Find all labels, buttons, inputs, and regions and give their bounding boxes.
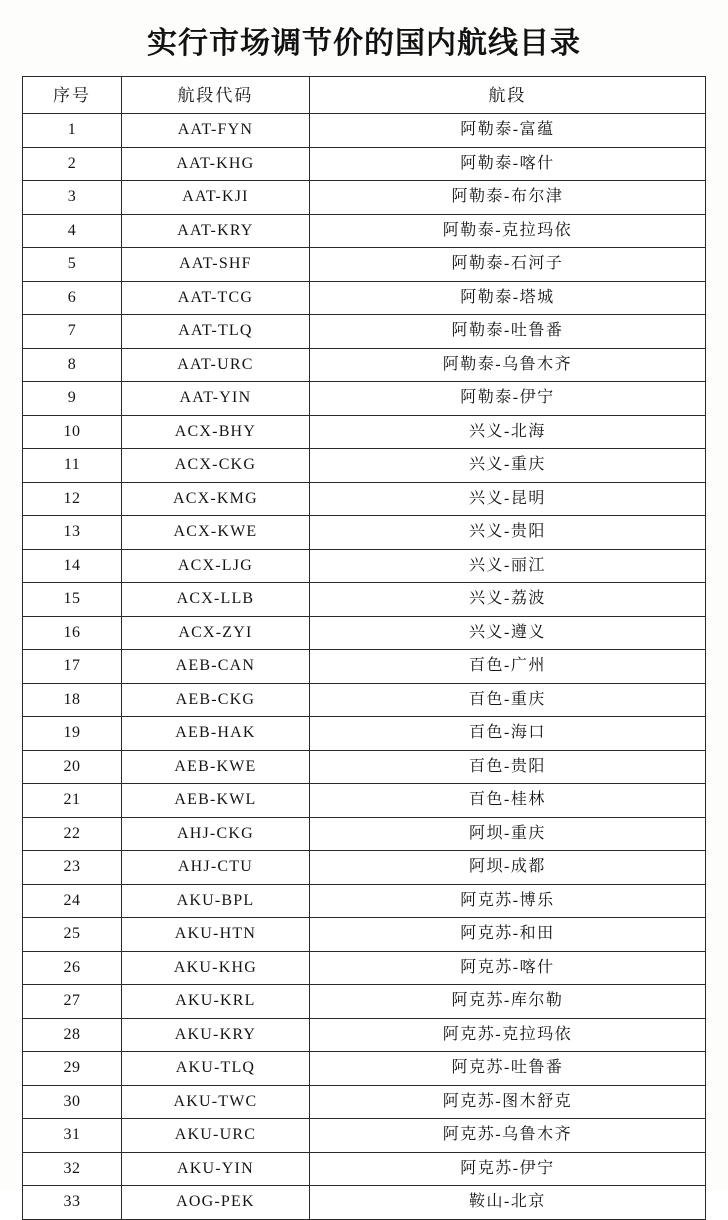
table-row [23, 784, 706, 818]
table-row [23, 985, 706, 1019]
cell-index: 6 [23, 281, 122, 315]
table-row [23, 750, 706, 784]
page-title: 实行市场调节价的国内航线目录 [147, 27, 581, 60]
cell-segment-code: ACX-LJG [122, 549, 310, 583]
cell-index: 4 [23, 214, 122, 248]
cell-index: 17 [23, 650, 122, 684]
cell-index: 30 [23, 1085, 122, 1119]
cell-segment-code: ACX-BHY [122, 415, 310, 449]
cell-index: 7 [23, 315, 122, 349]
cell-index: 1 [23, 114, 122, 148]
cell-segment: 兴义-重庆 [309, 449, 705, 483]
cell-segment-code: AEB-CAN [122, 650, 310, 684]
cell-segment: 阿勒泰-吐鲁番 [309, 315, 705, 349]
cell-index: 16 [23, 616, 122, 650]
table-row [23, 214, 706, 248]
cell-index: 21 [23, 784, 122, 818]
table-row [23, 281, 706, 315]
cell-segment-code: AKU-URC [122, 1119, 310, 1153]
cell-segment: 阿勒泰-富蕴 [309, 114, 705, 148]
cell-segment: 兴义-贵阳 [309, 516, 705, 550]
cell-segment-code: ACX-KMG [122, 482, 310, 516]
cell-segment-code: AHJ-CKG [122, 817, 310, 851]
cell-segment: 阿克苏-和田 [309, 918, 705, 952]
cell-segment-code: AAT-YIN [122, 382, 310, 416]
cell-segment-code: AEB-HAK [122, 717, 310, 751]
cell-segment: 阿克苏-博乐 [309, 884, 705, 918]
cell-segment: 阿坝-重庆 [309, 817, 705, 851]
cell-segment: 百色-重庆 [309, 683, 705, 717]
cell-segment-code: AAT-KRY [122, 214, 310, 248]
table-row [23, 248, 706, 282]
table-row [23, 114, 706, 148]
cell-segment-code: AAT-KHG [122, 147, 310, 181]
cell-segment: 阿克苏-图木舒克 [309, 1085, 705, 1119]
cell-index: 24 [23, 884, 122, 918]
table-row [23, 616, 706, 650]
cell-segment-code: AEB-KWL [122, 784, 310, 818]
cell-index: 3 [23, 181, 122, 215]
cell-segment: 鞍山-北京 [309, 1186, 705, 1220]
cell-segment-code: ACX-ZYI [122, 616, 310, 650]
cell-segment: 阿坝-成都 [309, 851, 705, 885]
table-row [23, 951, 706, 985]
cell-segment: 百色-广州 [309, 650, 705, 684]
cell-segment-code: AAT-SHF [122, 248, 310, 282]
cell-segment: 阿勒泰-伊宁 [309, 382, 705, 416]
table-body [23, 114, 706, 1220]
cell-index: 5 [23, 248, 122, 282]
cell-segment: 百色-贵阳 [309, 750, 705, 784]
table-row [23, 181, 706, 215]
cell-segment: 兴义-遵义 [309, 616, 705, 650]
table-row [23, 482, 706, 516]
cell-index: 12 [23, 482, 122, 516]
cell-segment-code: AAT-FYN [122, 114, 310, 148]
table-row [23, 315, 706, 349]
table-row [23, 583, 706, 617]
table-row [23, 147, 706, 181]
table-row [23, 1018, 706, 1052]
cell-index: 13 [23, 516, 122, 550]
table-container [0, 76, 728, 1220]
table-row [23, 817, 706, 851]
cell-segment: 兴义-丽江 [309, 549, 705, 583]
cell-index: 19 [23, 717, 122, 751]
cell-index: 33 [23, 1186, 122, 1220]
cell-index: 20 [23, 750, 122, 784]
cell-index: 10 [23, 415, 122, 449]
table-row [23, 717, 706, 751]
cell-segment: 阿克苏-伊宁 [309, 1152, 705, 1186]
cell-segment: 阿克苏-乌鲁木齐 [309, 1119, 705, 1153]
cell-segment: 阿勒泰-石河子 [309, 248, 705, 282]
table-row [23, 382, 706, 416]
cell-segment: 阿勒泰-喀什 [309, 147, 705, 181]
cell-segment-code: AAT-URC [122, 348, 310, 382]
cell-index: 28 [23, 1018, 122, 1052]
table-header [23, 77, 706, 114]
column-header-index: 序号 [23, 77, 122, 114]
cell-segment: 阿克苏-克拉玛依 [309, 1018, 705, 1052]
cell-segment: 兴义-昆明 [309, 482, 705, 516]
table-row [23, 549, 706, 583]
cell-segment-code: AKU-KRL [122, 985, 310, 1019]
cell-index: 8 [23, 348, 122, 382]
column-header-segment-code: 航段代码 [122, 77, 310, 114]
cell-segment-code: AAT-TLQ [122, 315, 310, 349]
cell-index: 9 [23, 382, 122, 416]
cell-index: 32 [23, 1152, 122, 1186]
cell-segment-code: AKU-BPL [122, 884, 310, 918]
cell-segment-code: ACX-CKG [122, 449, 310, 483]
cell-segment: 阿勒泰-克拉玛依 [309, 214, 705, 248]
cell-index: 23 [23, 851, 122, 885]
cell-segment: 阿克苏-吐鲁番 [309, 1052, 705, 1086]
cell-segment-code: ACX-KWE [122, 516, 310, 550]
cell-segment-code: AEB-KWE [122, 750, 310, 784]
table-row [23, 884, 706, 918]
table-row [23, 1052, 706, 1086]
table-row [23, 650, 706, 684]
table-header-row [23, 77, 706, 114]
table-row [23, 516, 706, 550]
cell-index: 31 [23, 1119, 122, 1153]
cell-segment-code: AKU-HTN [122, 918, 310, 952]
cell-segment-code: AEB-CKG [122, 683, 310, 717]
table-row [23, 851, 706, 885]
cell-segment-code: AKU-KHG [122, 951, 310, 985]
cell-segment-code: AKU-YIN [122, 1152, 310, 1186]
cell-segment-code: AHJ-CTU [122, 851, 310, 885]
cell-index: 26 [23, 951, 122, 985]
table-row [23, 1085, 706, 1119]
cell-segment-code: AOG-PEK [122, 1186, 310, 1220]
cell-index: 18 [23, 683, 122, 717]
cell-segment-code: AKU-TLQ [122, 1052, 310, 1086]
cell-segment: 阿勒泰-乌鲁木齐 [309, 348, 705, 382]
table-row [23, 918, 706, 952]
table-row [23, 1152, 706, 1186]
domestic-routes-table [22, 76, 706, 1220]
column-header-segment: 航段 [309, 77, 705, 114]
cell-index: 15 [23, 583, 122, 617]
cell-index: 11 [23, 449, 122, 483]
cell-index: 27 [23, 985, 122, 1019]
cell-segment-code: ACX-LLB [122, 583, 310, 617]
cell-index: 25 [23, 918, 122, 952]
cell-index: 22 [23, 817, 122, 851]
cell-segment: 阿克苏-喀什 [309, 951, 705, 985]
cell-segment: 兴义-北海 [309, 415, 705, 449]
table-row [23, 348, 706, 382]
cell-segment: 阿勒泰-布尔津 [309, 181, 705, 215]
cell-segment: 阿勒泰-塔城 [309, 281, 705, 315]
cell-segment-code: AKU-TWC [122, 1085, 310, 1119]
cell-segment-code: AAT-TCG [122, 281, 310, 315]
table-row [23, 683, 706, 717]
table-row [23, 415, 706, 449]
cell-index: 2 [23, 147, 122, 181]
cell-segment-code: AAT-KJI [122, 181, 310, 215]
cell-index: 29 [23, 1052, 122, 1086]
cell-segment-code: AKU-KRY [122, 1018, 310, 1052]
table-row [23, 1119, 706, 1153]
table-row [23, 449, 706, 483]
cell-segment: 阿克苏-库尔勒 [309, 985, 705, 1019]
cell-segment: 百色-桂林 [309, 784, 705, 818]
table-row [23, 1186, 706, 1220]
cell-segment: 兴义-荔波 [309, 583, 705, 617]
cell-index: 14 [23, 549, 122, 583]
cell-segment: 百色-海口 [309, 717, 705, 751]
